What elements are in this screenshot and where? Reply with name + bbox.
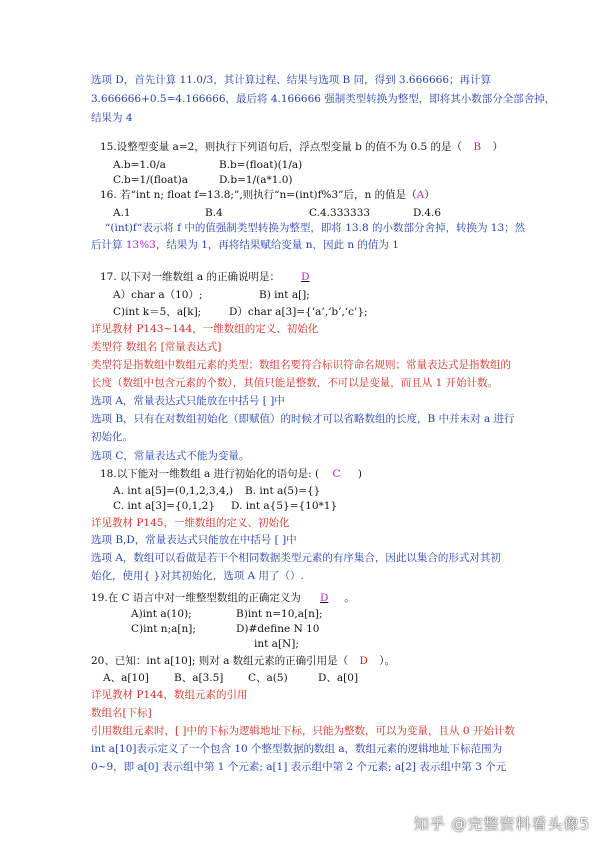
explanation-line: 始化，使用{ }对其初始化，选项 A 用了（）. (91, 570, 304, 582)
answer-mark: D (359, 655, 368, 667)
explanation-line: 初始化。 (91, 431, 133, 443)
explanation-text: ，结果为 1，再将结果赋给变量 n，因此 n 的值为 1 (155, 239, 399, 251)
explanation-line (91, 238, 399, 252)
syntax-note: 数组名[下标] (91, 707, 152, 719)
question-20-stem (91, 654, 395, 668)
explanation-line: 结果为 4 (91, 112, 133, 124)
explanation-line: 选项 B,D，常量表达式只能放在中括号 [ ]中 (91, 534, 297, 546)
answer-mark: C (332, 468, 341, 480)
explanation-line: int a[10]表示定义了一个包含 10 个整型数据的数组 a，数组元素的逻辑地址下标范围为 (91, 743, 503, 755)
watermark: 知乎 @完整资料看头像5 (413, 815, 590, 833)
option-a: A、a[10] (103, 672, 149, 684)
option-b: B.b=(float)(1/a) (219, 159, 303, 171)
option-a: A.1 (113, 207, 131, 219)
option-c: C. int a[3]={0,1,2} (113, 500, 216, 512)
option-a: A. int a[5]=(0,1,2,3,4,) (113, 485, 234, 497)
explanation-line: 选项 A，常量表达式只能放在中括号 [ ]中 (91, 395, 285, 407)
explanation-line: 0~9，即 a[0] 表示组中第 1 个元素; a[1] 表示组中第 2 个元素; a[2] 表示组中第 3 个元 (91, 761, 507, 773)
answer-blank: D (301, 271, 310, 283)
option-b: B、a[3.5] (174, 672, 224, 684)
explanation-line: 选项 D，首先计算 11.0/3，其计算过程、结果与选项 B 同，得到 3.666666；再计算 (91, 74, 492, 86)
period: 。 (344, 592, 355, 604)
reference-note: 详见教材 P144，数组元素的引用 (91, 689, 248, 701)
question-15-stem (100, 140, 503, 154)
syntax-note: 类型符 数组名 [常量表达式] (91, 341, 222, 353)
question-18-stem (100, 467, 362, 481)
option-c: C)int k＝5，a[k]; (113, 306, 202, 318)
option-d-continued: int a[N]; (254, 638, 299, 650)
option-d: D.b=1/(a*1.0) (219, 174, 293, 186)
answer-mark: B (473, 141, 482, 153)
explanation-line: “(int)f“表示将 f 中的值强制类型转换为整型，即将 13.8 的小数部分舍掉，转换为 13；然 (105, 222, 526, 234)
option-a: A）char a（10）; (113, 289, 203, 301)
explanation-line: 选项 B，只有在对数组初始化（即赋值）的时候才可以省略数组的长度，B 中并未对 a 进行 (91, 413, 515, 425)
explanation-line: 3.666666+0.5=4.166666，最后将 4.166666 强制类型转换为整型，即将其小数部分全部舍掉， (91, 93, 556, 105)
option-d: D）char a[3]={‘a’,‘b’,‘c’}; (229, 306, 368, 318)
reference-note: 详见教材 P143~144，一维数组的定义、初始化 (91, 323, 319, 335)
question-16-stem (100, 188, 435, 202)
question-19-stem (91, 591, 355, 605)
explanation-line: 选项 A，数组可以看做是若干个相同数据类型元素的有序集合，因此以集合的形式对其初 (91, 552, 501, 564)
option-d: D)#define N 10 (236, 623, 320, 635)
option-b: B) int a[]; (259, 289, 310, 301)
option-c: C)int n;a[n]; (131, 623, 196, 635)
question-text: 15.设整型变量 a=2，则执行下列语句后，浮点型变量 b 的值不为 0.5 的是（ (100, 141, 463, 153)
reference-note: 详见教材 P145，一维数组的定义、初始化 (91, 517, 290, 529)
option-d: D、a[0] (318, 672, 359, 684)
bracket: ）。 (379, 655, 396, 667)
highlight-expression: 13%3 (125, 239, 156, 251)
question-text: 16. 若“int n; float f=13.8;”,则执行“n=(int)f%3”后，n 的值是（ (100, 189, 417, 201)
answer-blank: D (320, 592, 329, 604)
option-d: D. int a{5}={10*1} (231, 500, 338, 512)
explanation-line: 选项 C，常量表达式不能为变量。 (91, 450, 250, 462)
question-text: 17. 以下对一维数组 a 的正确说明是： (100, 271, 280, 283)
bracket: ） (492, 141, 503, 153)
bracket: ） (424, 189, 435, 201)
bracket: ) (357, 468, 362, 480)
option-b: B.4 (205, 207, 223, 219)
rule-line: 引用数组元素时，[ ]中的下标为逻辑地址下标，只能为整数，可以为变量，且从 0 开始计数 (91, 725, 515, 737)
question-17-stem (100, 270, 327, 284)
question-text: 20、已知：int a[10]; 则对 a 数组元素的正确引用是（ (91, 655, 349, 667)
option-d: D.4.6 (413, 207, 442, 219)
question-text: 19.在 C 语言中对一维整型数组的正确定义为 (91, 592, 301, 604)
explanation-text: 后计算 (91, 239, 126, 251)
option-c: C.4.333333 (309, 207, 371, 219)
option-c: C.b=1/(float)a (113, 174, 188, 186)
option-b: B)int n=10,a[n]; (236, 608, 323, 620)
rule-line: 长度（数组中包含元素的个数），其值只能是整数，不可以是变量，而且从 1 开始计数。 (91, 377, 499, 389)
option-c: C、a(5) (248, 672, 288, 684)
option-a: A)int a(10); (131, 608, 192, 620)
option-b: B. int a(5)={} (245, 485, 321, 497)
rule-line: 类型符是指数组中数组元素的类型；数组名要符合标识符命名规则；常量表达式是指数组的 (91, 359, 511, 371)
question-text: 18.以下能对一维数组 a 进行初始化的语句是: ( (100, 468, 320, 480)
option-a: A.b=1.0/a (113, 159, 166, 171)
answer-mark: A (416, 189, 425, 201)
